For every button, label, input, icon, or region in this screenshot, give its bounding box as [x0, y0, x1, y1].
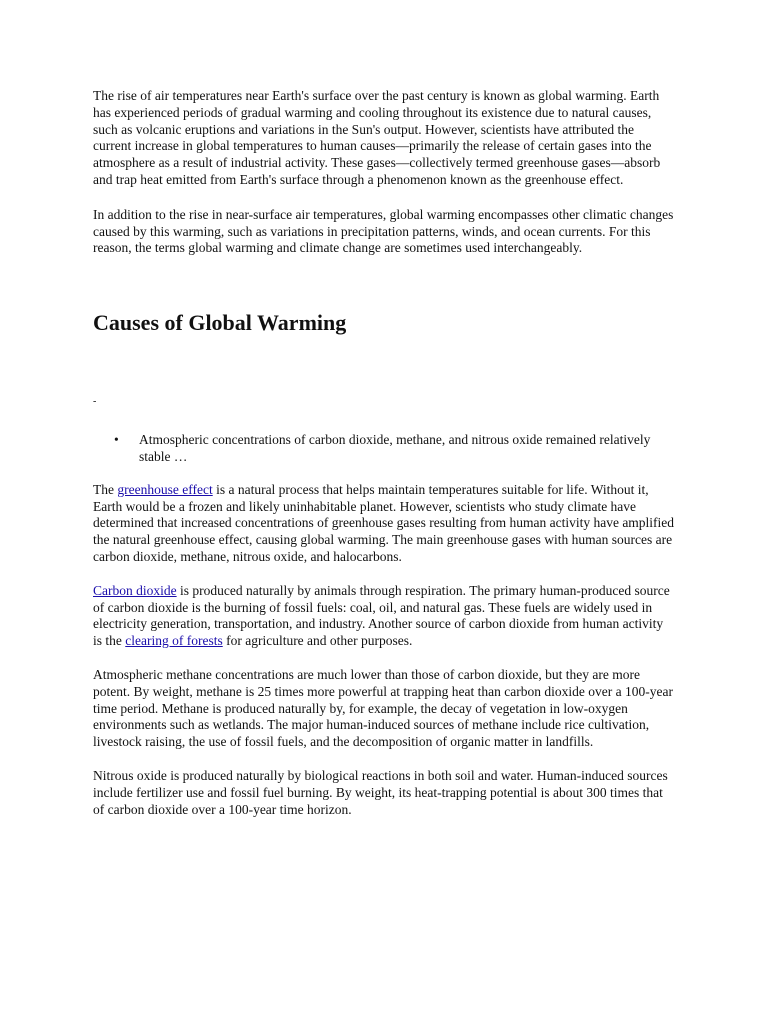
carbon-middle: is produced naturally by animals through respiration. The primary human-produced source of carbon dioxide is the burning of fossil fuels: coal, oil, and natural gas. These fuels are widely used in electricity generation, transportation, and industry. Another source of carbon dioxide from human activity is the [93, 582, 670, 649]
bullet-list [93, 432, 675, 466]
intro-paragraph-1: The rise of air temperatures near Earth's surface over the past century is known as global warming. Earth has experienced periods of gradual warming and cooling throughout its existence due to natural causes, such as volcanic eruptions and variations in the Sun's output. However, scientists have attributed the current increase in global temperatures to human causes—primarily the release of certain gases into the atmosphere as a result of industrial activity. These gases—collectively termed greenhouse gases—absorb and trap heat emitted from Earth's surface through a phenomenon known as the greenhouse effect. [93, 88, 661, 187]
stray-dash: - [93, 396, 97, 408]
carbon-end: for agriculture and other purposes. [222, 633, 413, 649]
methane-paragraph: Atmospheric methane concentrations are much lower than those of carbon dioxide, but they are more potent. By weight, methane is 25 times more powerful at trapping heat than carbon dioxide over a 100-year time period. Methane is produced naturally by, for example, the decay of vegetation in low-oxygen environments such as wetlands. The major human-induced sources of methane include rice cultivation, livestock raising, the use of fossil fuels, and the decomposition of organic matter in landfills. [93, 666, 673, 750]
clearing-of-forests-link[interactable]: clearing of forests [125, 633, 223, 649]
section-heading: Causes of Global Warming [93, 310, 347, 336]
document-body [93, 88, 675, 818]
carbon-dioxide-link[interactable]: Carbon dioxide [93, 582, 177, 598]
greenhouse-effect-link[interactable]: greenhouse effect [117, 481, 213, 497]
greenhouse-paragraph [93, 482, 675, 566]
greenhouse-rest: is a natural process that helps maintain temperatures suitable for life. Without it, Earth would be a frozen and likely uninhabitable planet. However, scientists who study climate have determined that increased concentrations of greenhouse gases resulting from human activity have amplified the natural greenhouse effect, causing global warming. The main greenhouse gases with human sources are carbon dioxide, methane, nitrous oxide, and halocarbons. [93, 481, 675, 564]
greenhouse-lead: The [93, 481, 118, 497]
intro-paragraph-2: In addition to the rise in near-surface air temperatures, global warming encompasses other climatic changes caused by this warming, such as variations in precipitation patterns, winds, and ocean currents. For this reason, the terms global warming and climate change are sometimes used interchangeably. [93, 206, 674, 256]
nitrous-oxide-paragraph: Nitrous oxide is produced naturally by biological reactions in both soil and water. Human-induced sources include fertilizer use and fossil fuel burning. By weight, its heat-trapping potential is about 300 times that of carbon dioxide over a 100-year time horizon. [93, 767, 668, 817]
carbon-dioxide-paragraph [93, 583, 675, 650]
bullet-text: Atmospheric concentrations of carbon dioxide, methane, and nitrous oxide remained relatively stable … [139, 432, 651, 464]
list-item [114, 432, 675, 466]
bullet-icon: • [114, 432, 119, 448]
